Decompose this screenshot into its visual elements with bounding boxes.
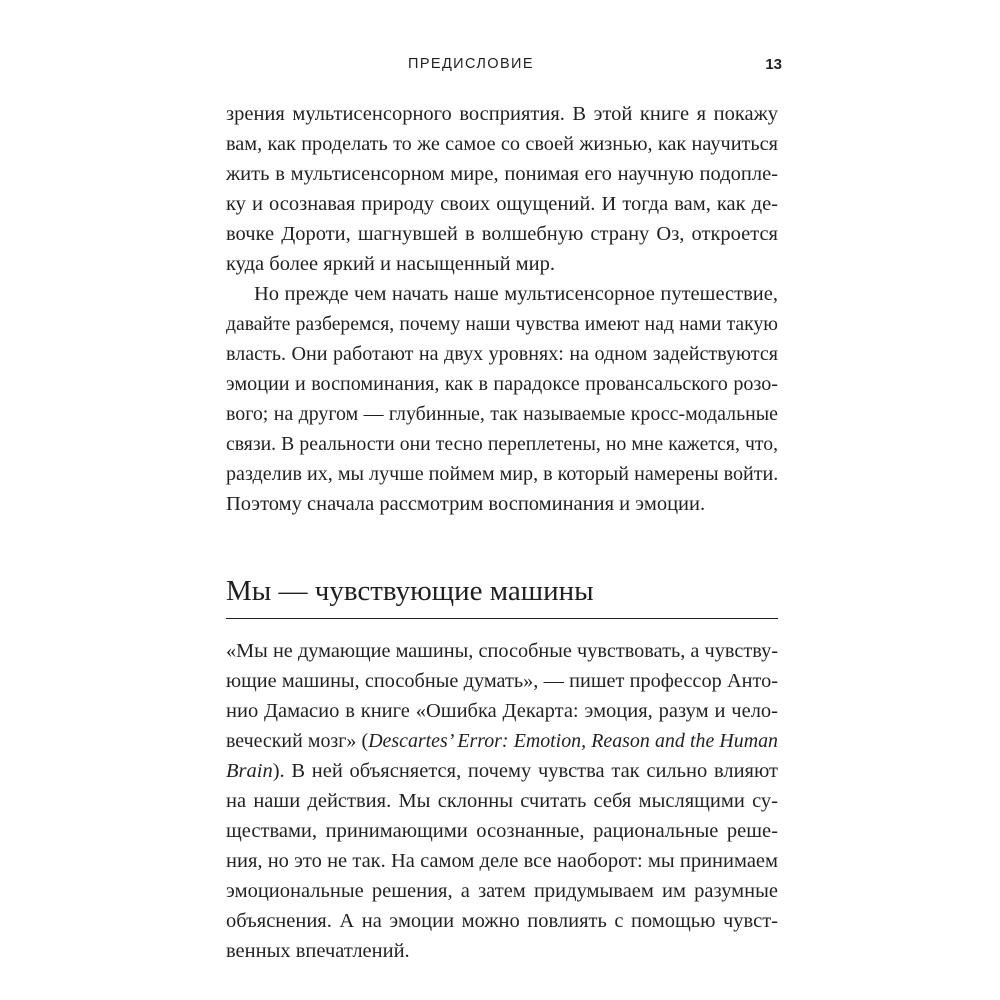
text-line: зрения мультисенсорного восприятия. В этой книге я покажу: [226, 103, 778, 125]
text-line: связи. В реальности они тесно переплетены, но мне кажется, что,: [226, 433, 778, 455]
book-title-italic: Descartes’ Error: Emotion, Reason and the Human: [368, 730, 779, 752]
page-number: 13: [765, 56, 782, 73]
body-text-section-2: [226, 636, 778, 966]
text-line: ществами, принимающими осознанные, рациональные реше-: [226, 820, 778, 842]
text-line: вам, как проделать то же самое со своей жизнью, как научиться: [226, 133, 778, 155]
text-line: куда более яркий и насыщенный мир.: [226, 253, 556, 275]
text-line: ния, но это не так. На самом деле все наоборот: мы принимаем: [226, 850, 778, 872]
text-line: Поэтому сначала рассмотрим воспоминания и эмоции.: [226, 493, 706, 515]
text-line: [226, 726, 778, 756]
text-segment: ). В ней объясняется, почему чувства так сильно влияют: [272, 760, 778, 782]
section-heading: Мы — чувствующие машины: [226, 575, 594, 607]
text-line: жить в мультисенсорном мире, понимая его научную подопле-: [226, 163, 778, 185]
text-line: венных впечатлений.: [226, 940, 410, 962]
text-line: эмоции и воспоминания, как в парадоксе провансальского розо-: [226, 373, 778, 395]
heading-rule: [226, 618, 778, 619]
text-line: объяснения. А на эмоции можно повлиять с помощью чувст-: [226, 910, 778, 932]
text-line: ющие машины, способные думать», — пишет профессор Анто-: [226, 670, 778, 692]
text-line: вочке Дороти, шагнувшей в волшебную страну Оз, откроется: [226, 223, 778, 245]
text-line: вого; на другом — глубинные, так называемые кросс-модальные: [226, 403, 778, 425]
text-segment: веческий мозг» (: [226, 730, 369, 752]
text-line: давайте разберемся, почему наши чувства имеют над нами такую: [226, 313, 778, 335]
body-text-section-1: [226, 99, 778, 519]
text-line: эмоциональные решения, а затем придумываем им разумные: [226, 880, 778, 902]
text-line: власть. Они работают на двух уровнях: на одном задействуются: [226, 343, 778, 365]
book-title-italic: Brain: [226, 760, 273, 782]
text-line: «Мы не думающие машины, способные чувствовать, а чувству-: [226, 640, 778, 662]
text-line: [226, 756, 778, 786]
running-head-title: ПРЕДИСЛОВИЕ: [408, 56, 534, 72]
text-line: ку и осознавая природу своих ощущений. И тогда вам, как де-: [226, 193, 778, 215]
text-line: нио Дамасио в книге «Ошибка Декарта: эмоция, разум и чело-: [226, 700, 778, 722]
text-line: на наши действия. Мы склонны считать себя мыслящими су-: [226, 790, 778, 812]
text-line: Но прежде чем начать наше мультисенсорное путешествие,: [254, 283, 778, 305]
text-line: разделив их, мы лучше поймем мир, в который намерены войти.: [226, 463, 779, 485]
